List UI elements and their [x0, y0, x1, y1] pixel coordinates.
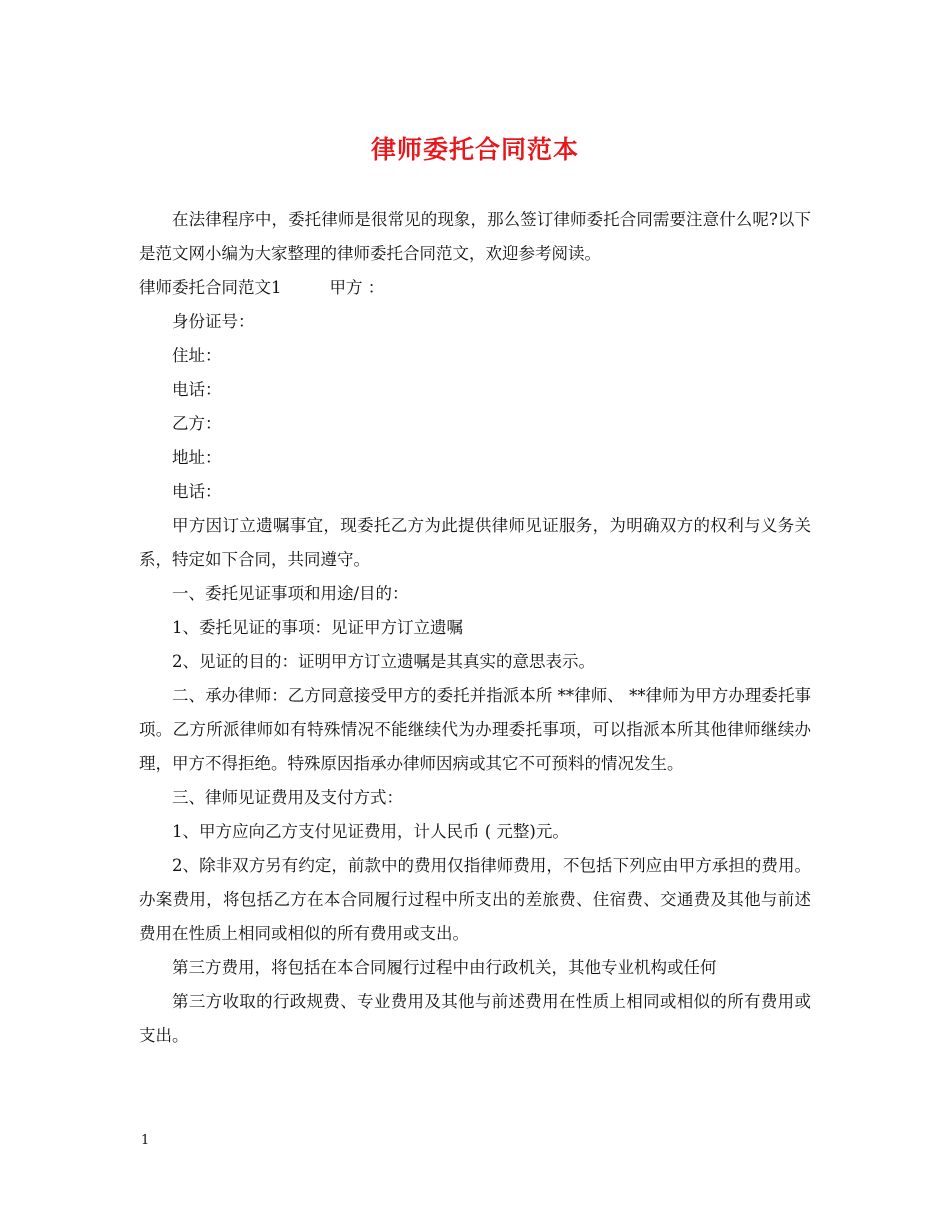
sample-label: 律师委托合同范文1 [139, 278, 282, 297]
field-phone-b: 电话： [172, 482, 222, 501]
field-id-number: 身份证号： [172, 312, 255, 331]
section-1-item-2: 2、见证的目的：证明甲方订立遗嘱是其真实的意思表示。 [172, 652, 595, 671]
section-3-heading: 三、律师见证费用及支付方式： [172, 788, 403, 807]
intro-paragraph: 在法律程序中，委托律师是很常见的现象，那么签订律师委托合同需要注意什么呢?以下是范文网小编为大家整理的律师委托合同范文，欢迎参考阅读。 [139, 210, 811, 263]
section-1-item-1: 1、委托见证的事项：见证甲方订立遗嘱 [172, 618, 463, 637]
third-party-fee-continued: 第三方收取的行政规费、专业费用及其他与前述费用在性质上相同或相似的所有费用或支出。 [139, 992, 811, 1045]
third-party-fee-line: 第三方费用，将包括在本合同履行过程中由行政机关，其他专业机构或任何 [172, 958, 717, 977]
section-1-heading: 一、委托见证事项和用途/目的： [172, 584, 409, 603]
field-phone-a: 电话： [172, 380, 222, 399]
section-3-item-2: 2、除非双方另有约定，前款中的费用仅指律师费用，不包括下列应由甲方承担的费用。办案费用，将包括乙方在本合同履行过程中所支出的差旅费、住宿费、交通费及其他与前述费用在性质上相同或相似的所有费用或支出。 [139, 856, 811, 943]
section-2-paragraph: 二、承办律师：乙方同意接受甲方的委托并指派本所 **律师、 **律师为甲方办理委托事项。乙方所派律师如有特殊情况不能继续代为办理委托事项，可以指派本所其他律师继续办理，甲方不得拒绝。特殊原因指承办律师因病或其它不可预料的情况发生。 [139, 686, 811, 773]
party-a-label: 甲方 ： [329, 278, 385, 297]
field-address-b: 地址： [172, 448, 222, 467]
paragraph-purpose: 甲方因订立遗嘱事宜，现委托乙方为此提供律师见证服务，为明确双方的权利与义务关系，特定如下合同，共同遵守。 [139, 516, 811, 569]
sample-heading-line [139, 271, 811, 305]
document-title: 律师委托合同范本 [370, 135, 579, 164]
field-party-b: 乙方： [172, 414, 222, 433]
section-3-item-1: 1、甲方应向乙方支付见证费用，计人民币 ( 元整)元。 [172, 822, 569, 841]
field-address-a: 住址： [172, 346, 222, 365]
document-body [139, 203, 811, 1053]
page-number: 1 [141, 1133, 150, 1148]
